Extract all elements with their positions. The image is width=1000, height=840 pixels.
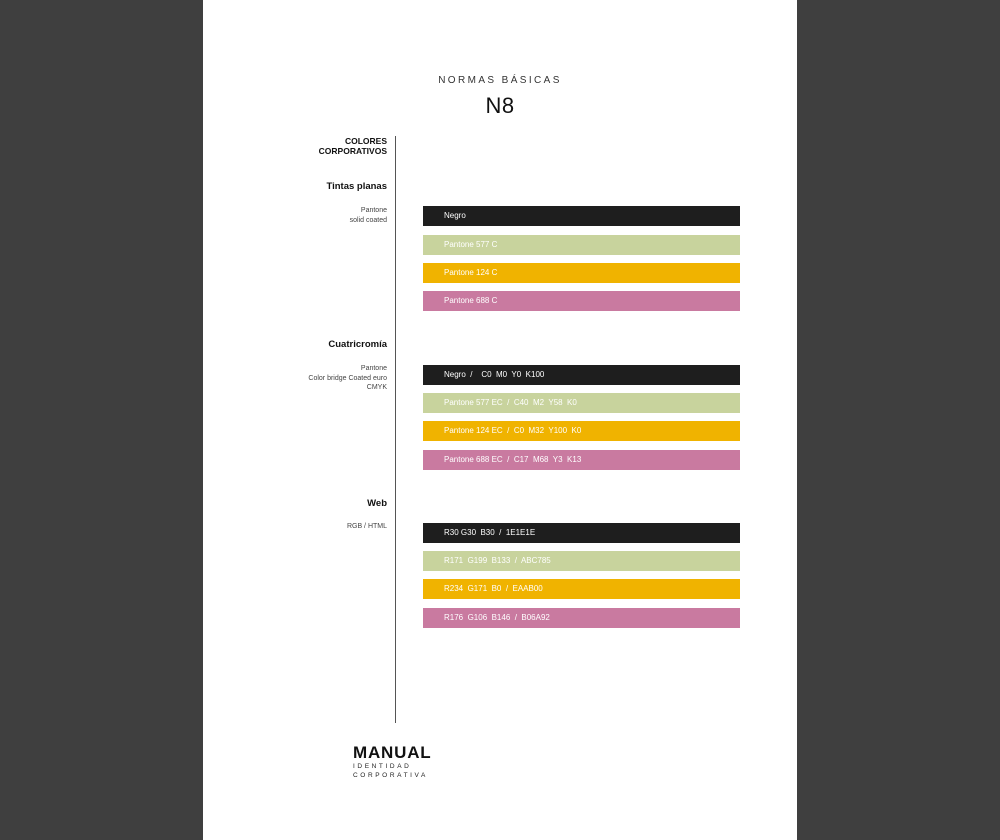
divider-line xyxy=(395,136,396,723)
swatch-web-green: R171 G199 B133 / ABC785 xyxy=(423,551,740,571)
note-line: RGB / HTML xyxy=(346,523,387,530)
page-subtitle: NORMAS BÁSICAS xyxy=(438,75,562,86)
logo-main-text: MANUAL xyxy=(353,743,432,762)
swatch-577-cmyk: Pantone 577 EC / C40 M2 Y58 K0 xyxy=(423,393,740,413)
swatch-web-pink: R176 G106 B146 / B06A92 xyxy=(423,608,740,628)
note-line: Pantone xyxy=(360,207,387,214)
page-code: N8 xyxy=(485,93,515,118)
note-line: solid coated xyxy=(349,216,387,224)
note-line: Color bridge Coated euro xyxy=(308,374,387,382)
section-title-line1: COLORES xyxy=(344,136,387,146)
swatch-web-black: R30 G30 B30 / 1E1E1E xyxy=(423,523,740,543)
note-line: CMYK xyxy=(366,384,387,391)
logo-line2: CORPORATIVA xyxy=(353,772,428,779)
manual-page xyxy=(203,0,797,840)
logo-line1: IDENTIDAD xyxy=(353,763,412,770)
swatch-pantone-124: Pantone 124 C xyxy=(423,263,740,283)
manual-logo xyxy=(353,744,431,780)
note-line: Pantone xyxy=(360,365,387,372)
group-heading-tintas-planas: Tintas planas xyxy=(326,181,387,192)
group-heading-cuatricromia: Cuatricromía xyxy=(328,339,387,350)
group-note-tintas-planas xyxy=(350,206,387,225)
group-note-cuatricromia xyxy=(308,364,387,393)
swatch-688-cmyk: Pantone 688 EC / C17 M68 Y3 K13 xyxy=(423,450,740,470)
swatch-negro-cmyk: Negro / C0 M0 Y0 K100 xyxy=(423,365,740,385)
swatch-124-cmyk: Pantone 124 EC / C0 M32 Y100 K0 xyxy=(423,421,740,441)
swatch-web-orange: R234 G171 B0 / EAAB00 xyxy=(423,579,740,599)
section-title xyxy=(319,136,387,156)
swatch-pantone-688: Pantone 688 C xyxy=(423,291,740,311)
section-title-line2: CORPORATIVOS xyxy=(318,146,387,156)
group-heading-web: Web xyxy=(367,498,387,509)
swatch-negro: Negro xyxy=(423,206,740,226)
swatch-pantone-577: Pantone 577 C xyxy=(423,235,740,255)
group-note-web xyxy=(347,522,387,532)
